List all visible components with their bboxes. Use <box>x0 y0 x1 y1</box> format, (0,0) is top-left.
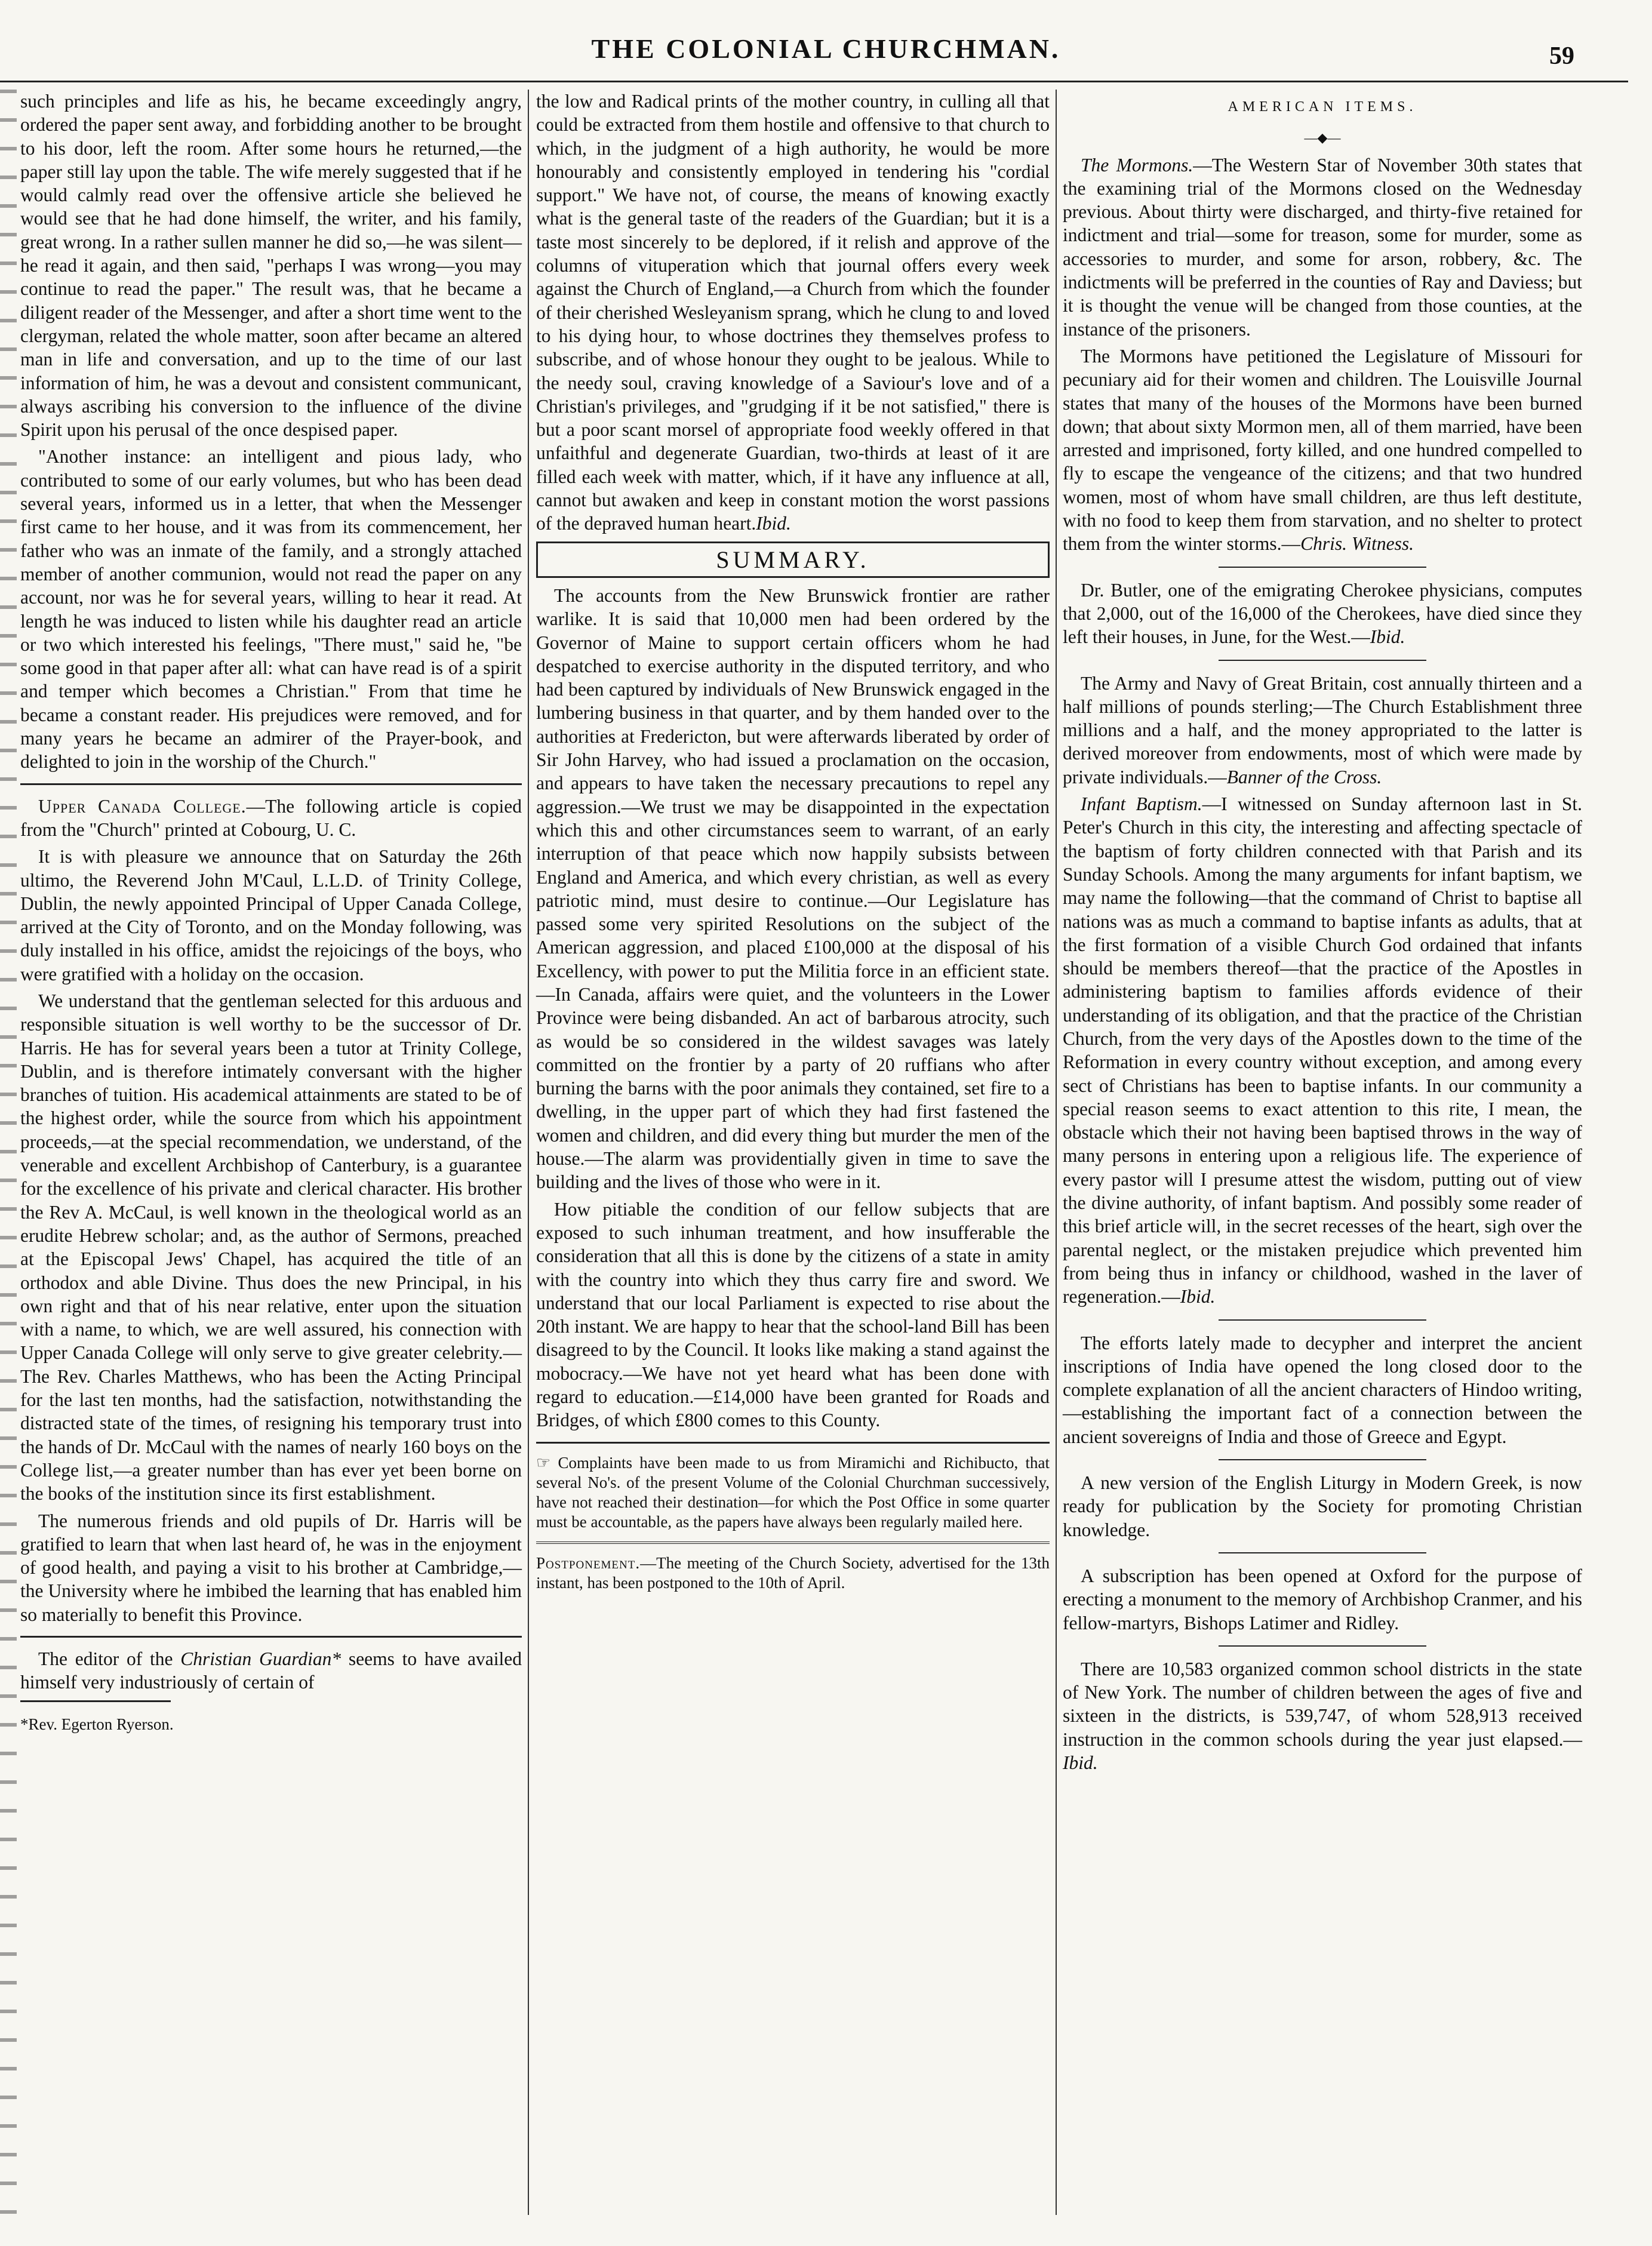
article-paragraph: A subscription has been opened at Oxford for the purpose of erecting a monument to the memory of Archbishop Cranmer, and his fellow-martyrs, Bishops Latimer and Ridley. <box>1063 1565 1582 1633</box>
text-run: the low and Radical prints of the mother country, in culling all that could be extracted from them hostile and offensive to that church to which, in the judgment of a high authority, he would be more honourably and consistently employed in tendering his "cordial support." We have not, of course, the means of knowing exactly what is the general taste of the readers of the Guardian; but it is a taste most sincerely to be deplored, if it relish and approve of the columns of vituperation which that journal offers every week against the Church of England,—a Church from which the founder of their cherished Wesleyanism sprang, which he clung to and loved to his dying hour, to whose doctrines they themselves profess to subscribe, and of whose honour they ought to be jealous. While to the needy soul, craving knowledge of a Saviour's love and of a Christian's privileges, and "grudging if it be not satisfied," there is but a poor scant morsel of appropriate food weekly offered in that unfaithful and degenerate Guardian, two-thirds at least of it are filled each week with matter, which, if it have any influence at all, cannot but awaken and keep in constant motion the worst passions of the depraved human heart. <box>536 91 1050 534</box>
column-rule-2 <box>1056 90 1057 2215</box>
short-rule <box>1219 1459 1426 1460</box>
short-rule <box>1219 1319 1426 1321</box>
article-paragraph: The accounts from the New Brunswick frontier are rather warlike. It is said that 10,000 men had been ordered by the Governor of Maine to support certain officers whom he had despatched to exercise authority in the disputed territory, and who had been captured by individuals of New Brunswick engaged in the lumbering business in that quarter, and by them handed over to the authorities at Fredericton, but were afterwards liberated by order of Sir John Harvey, who had issued a proclamation on the occasion, and appears to have taken the necessary precautions to repel any aggression.—We trust we may be disappointed in the expectation which this and other circumstances seem to warrant, of an early interruption of that peace which now happily subsists between England and America, and which every christian, as well as every patriotic mind, must desire to continue.—Our Legislature has passed some very spirited Resolutions on the subject of the American aggression, and placed £100,000 at the disposal of his Excellency, with power to put the Militia force in an efficient state.—In Canada, affairs were quiet, and the volunteers in the Lower Province were being disbanded. An act of barbarous atrocity, such as would be so considered in the wildest savages was lately committed on the frontier by a party of 20 ruffians who after burning the barns with the poor animals they contained, set fire to a dwelling, in the upper part of which they had first fastened the women and children, and did every thing but murder the men of the house.—The alarm was providentially given in time to save the building and the lives of those who were in it. <box>536 584 1050 1193</box>
text-run: —I witnessed on Sunday afternoon last in St. Peter's Church in this city, the interesting and affecting spectacle of the baptism of forty children connected with that Parish and its Sunday Schools. Among the many arguments for infant baptism, we may name the following—that the command of Christ to baptise all nations was as much a command to baptise infants as adults, that at the first formation of a visible Church God ordained that infants should be members thereof—that the practice of the Apostles in administering baptism to families affords evidence of their understanding of its obligation, and that the practice of the Christian Church, from the very days of the Apostles down to the time of the Reformation in every country without exception, and among every sect of Christians has been to baptise infants. In our community a special reason seems to exact attention to this rite, I mean, the obstacle which their not having been baptised throws in the way of many persons in entering upon a religious life. The experience of every pastor will I presume attest the wisdom, putting out of view the divine authority, of infant baptism. And possibly some reader of this brief article will, in the secret recesses of the heart, sigh over the parental neglect, or the mistaken prejudice which prevented him from being thus in infancy or childhood, washed in the laver of regeneration.— <box>1063 793 1583 1307</box>
italic-title: Infant Baptism. <box>1081 793 1202 815</box>
italic-title: The Mormons. <box>1081 154 1193 176</box>
text-run: The editor of the <box>38 1648 181 1669</box>
ornament-divider: ―◆― <box>1304 130 1341 146</box>
article-paragraph: We understand that the gentleman selected for this arduous and responsible situation is well worthy to be the successor of Dr. Harris. He has for several years been a tutor at Trinity College, Dublin, and is therefore intimately conversant with the higher branches of tuition. His academical attainments are stated to be of the highest order, while the source from which his appointment proceeds,—at the special recommendation, we understand, of the venerable and excellent Archbishop of Canterbury, is a guarantee for the excellence of his private and clerical character. His brother the Rev A. McCaul, is well known in the theological world as an erudite Hebrew scholar; and, as the author of Sermons, preached at the Episcopal Jews' Chapel, has acquired the title of an orthodox and able Divine. Thus does the new Principal, in his own right and that of his near relative, enter upon the situation with a name, to which, we are well assured, his connection with Upper Canada College will only serve to give greater celebrity.—The Rev. Charles Matthews, who has been the Acting Principal for the last ten months, had the satisfaction, notwithstanding the distracted state of the times, of resigning his temporary trust into the hands of Dr. McCaul with the names of nearly 160 boys on the College list,—a greater number than has ever yet been borne on the books of the institution since its first establishment. <box>20 990 522 1504</box>
guardian-paragraph <box>20 1647 522 1694</box>
short-rule <box>1219 567 1426 568</box>
section-rule <box>20 1636 522 1638</box>
article-paragraph <box>1063 672 1582 789</box>
postponement-paragraph <box>536 1553 1050 1593</box>
postponement-label: Postponement. <box>536 1553 641 1572</box>
article-paragraph: The efforts lately made to decypher and interpret the ancient inscriptions of India have opened the long closed door to the complete explanation of all the ancient characters of Hindoo writing,—establishing the important fact of a connection between the ancient sovereigns of India and those of Greece and Egypt. <box>1063 1332 1582 1447</box>
footnote: *Rev. Egerton Ryerson. <box>20 1715 174 1733</box>
text-run: Dr. Butler, one of the emigrating Cherokee physicians, computes that 2,000, out of the 16,000 of the Cherokees, have died since they left their houses, in June, for the West.— <box>1063 579 1582 648</box>
article-paragraph: The numerous friends and old pupils of Dr. Harris will be gratified to learn that when last heard of, he was in the enjoyment of good health, and paying a visit to his brother at Cambridge,—the University where he imbibed the learning that has enabled him so materially to benefit this Province. <box>20 1510 522 1625</box>
source-attribution: Banner of the Cross. <box>1226 766 1382 787</box>
american-items-heading: AMERICAN ITEMS. <box>1228 99 1417 115</box>
column-2 <box>536 90 1050 1596</box>
article-paragraph <box>1063 344 1582 556</box>
footnote-rule <box>20 1700 171 1702</box>
text-run: seems to have availed himself very industriously of certain of <box>20 1648 522 1693</box>
article-paragraph: such principles and life as his, he became exceedingly angry, ordered the paper sent away, and forbidding another to be brought to his door, left the room. After some hours he returned,—the paper still lay upon the table. The wife merely suggested that if he would calmly read over the offensive article she believed he would see that he had done himself, the writer, and his family, great wrong. In a rather sullen manner he did so,—he was silent—he read it again, and then said, "perhaps I was wrong—you may continue to read the paper." The result was, that he became a diligent reader of the Messenger, and after a short time went to the clergyman, related the whole matter, soon after became an altered man in life and conversation, and up to the time of our last information of him, he was a devout and consistent communicant, always ascribing his conversion to the influence of the divine Spirit upon his perusal of the once despised paper. <box>20 91 522 441</box>
source-attribution: Ibid. <box>756 513 791 534</box>
text-run: The Mormons have petitioned the Legislature of Missouri for pecuniary aid for their women and children. The Louisville Journal states that many of the houses of the Mormons have been burned down; that about sixty Mormon men, all of them married, have been arrested and imprisoned, forty killed, and one hundred compelled to fly to escape the vengeance of the citizens; and that two hundred women, most of whom have small children, are thus left destitute, with no food to keep them from starvation, and no shelter to protect them from the winter storms.— <box>1063 345 1582 555</box>
masthead-title: THE COLONIAL CHURCHMAN. <box>591 33 1061 64</box>
section-rule <box>536 1442 1050 1444</box>
article-paragraph: "Another instance: an intelligent and pious lady, who contributed to some of our early volumes, but who has been dead several years, informed us in a letter, that when the Messenger first came to her house, and it was from its commencement, her father who was an inmate of the family, and a strongly attached member of another communion, would not read the paper on any account, nor was he for several years, willing to hear it read. At length he was induced to listen while his daughter read an article or two which interested his feelings, "There must," said he, "be some good in that paper after all: what can have read is of a spirit and temper which becomes a Christian." From that time he became a constant reader. His prejudices were removed, and for many years he became an admirer of the Prayer-book, and delighted to join in the worship of the Church." <box>20 446 522 773</box>
italic-title: Christian Guardian* <box>180 1648 342 1669</box>
source-attribution: Ibid. <box>1370 626 1405 648</box>
text-run: —The meeting of the Church Society, advertised for the 13th instant, has been postponed to the 10th of April. <box>536 1553 1050 1592</box>
article-paragraph: How pitiable the condition of our fellow subjects that are exposed to such inhuman treatment, and how insufferable the consideration that all this is done by the citizens of a state in amity with the country into which they thus carry fire and sword. We understand that our local Parliament is expected to rise about the 20th instant. We are happy to hear that the school-land Bill has been disagreed to by the Council. It looks like making a stand against the mobocracy.—We have not yet heard what has been done with regard to education.—£14,000 have been granted for Roads and Bridges, of which £800 comes to this County. <box>536 1198 1050 1431</box>
summary-heading-box <box>536 541 1050 578</box>
double-rule <box>536 1542 1050 1544</box>
article-paragraph <box>536 90 1050 536</box>
article-paragraph: It is with pleasure we announce that on Saturday the 26th ultimo, the Reverend John M'Caul, L.L.D. of Trinity College, Dublin, the newly appointed Principal of Upper Canada College, arrived at the City of Toronto, and on the Monday following, was duly installed in his office, amidst the rejoicings of the boys, who were gratified with a holiday on the occasion. <box>20 846 522 984</box>
binding-edge <box>0 90 17 2215</box>
page-number: 59 <box>1549 42 1574 70</box>
text-run: —The Western Star of November 30th states that the examining trial of the Mormons closed on the Wednesday previous. About thirty were discharged, and thirty-five retained for indictment and trial—some for treason, some for murder, some as accessories to murder, and some for arson, robbery, &c. The indictments will be preferred in the counties of Ray and Daviess; but it is thought the venue will be changed from those counties, at the instance of the prisoners. <box>1063 154 1582 340</box>
notice-paragraph: ☞ Complaints have been made to us from Miramichi and Richibucto, that several No's. of the present Volume of the Colonial Churchman successively, have not reached their destination—for which the Post Office in some quarter must be accountable, as the papers have always been regularly mailed here. <box>536 1453 1050 1531</box>
source-attribution: Chris. Witness. <box>1300 533 1414 555</box>
short-rule <box>1219 1645 1426 1647</box>
article-paragraph <box>1063 792 1582 1309</box>
short-rule <box>1219 660 1426 661</box>
short-rule <box>1219 1552 1426 1553</box>
column-1 <box>20 90 522 1740</box>
article-paragraph <box>1063 1657 1582 1774</box>
article-paragraph: A new version of the English Liturgy in Modern Greek, is now ready for publication by the Society for promoting Christian knowledge. <box>1063 1472 1582 1540</box>
ucc-intro-paragraph <box>20 795 522 842</box>
ucc-title: Upper Canada College. <box>38 795 247 817</box>
source-attribution: Ibid. <box>1180 1286 1216 1307</box>
text-run: There are 10,583 organized common school districts in the state of New York. The number of children between the ages of five and sixteen in the districts, is 539,747, of whom 528,913 received instruction in the common schools during the year just elapsed.— <box>1063 1658 1582 1750</box>
column-3 <box>1063 90 1582 1778</box>
text-run: The Army and Navy of Great Britain, cost annually thirteen and a half millions of pounds sterling;—The Church Establishment three millions and a half, and the money appropriated to the latter is derived moreover from endowments, most of which were made by private individuals.— <box>1063 672 1582 787</box>
section-rule <box>20 783 522 785</box>
summary-heading: SUMMARY. <box>716 546 870 573</box>
source-attribution: Ibid. <box>1063 1752 1098 1773</box>
article-paragraph <box>1063 579 1582 649</box>
column-rule-1 <box>528 90 529 2215</box>
header-rule <box>0 81 1628 82</box>
ucc-intro: —The following article is copied from the "Church" printed at Cobourg, U. C. <box>20 795 522 840</box>
article-paragraph <box>1063 153 1582 341</box>
